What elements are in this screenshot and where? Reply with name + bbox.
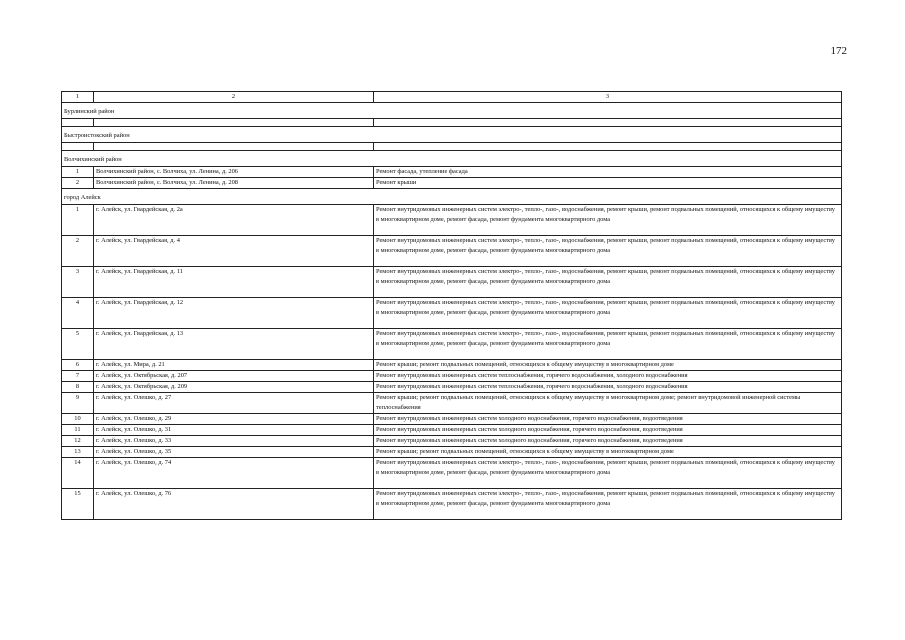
building-address: г. Алейск, ул. Олешко, д. 35 — [94, 447, 374, 458]
table-row — [62, 167, 842, 178]
row-number: 2 — [62, 236, 94, 267]
table-row — [62, 236, 842, 267]
empty-cell — [94, 119, 374, 127]
district-section-row — [62, 103, 842, 119]
row-number: 11 — [62, 425, 94, 436]
empty-row — [62, 143, 842, 151]
building-address: г. Алейск, ул. Олешко, д. 31 — [94, 425, 374, 436]
row-number: 8 — [62, 382, 94, 393]
table-row — [62, 458, 842, 489]
table-row — [62, 447, 842, 458]
building-address: г. Алейск, ул. Гвардейская, д. 13 — [94, 329, 374, 360]
table-row — [62, 329, 842, 360]
repair-works: Ремонт крыши; ремонт подвальных помещений, относящихся к общему имуществу в многоквартирном доме — [374, 360, 842, 371]
row-number: 7 — [62, 371, 94, 382]
repair-works: Ремонт внутридомовых инженерных систем электро-, тепло-, газо-, водоснабжения, ремонт крыши, ремонт подвальных помещений, относящихся к общему имуществу в многоквартирном доме, ремонт фасада, ремонт фундамента многоквартирного дома — [374, 489, 842, 520]
table-row — [62, 425, 842, 436]
building-address: г. Алейск, ул. Олешко, д. 29 — [94, 414, 374, 425]
table-row — [62, 414, 842, 425]
building-address: г. Алейск, ул. Гвардейская, д. 2а — [94, 205, 374, 236]
repair-works: Ремонт внутридомовых инженерных систем электро-, тепло-, газо-, водоснабжения, ремонт крыши, ремонт подвальных помещений, относящихся к общему имуществу в многоквартирном доме, ремонт фасада, ремонт фундамента многоквартирного дома — [374, 329, 842, 360]
repair-works: Ремонт внутридомовых инженерных систем электро-, тепло-, газо-, водоснабжения, ремонт крыши, ремонт подвальных помещений, относящихся к общему имуществу в многоквартирном доме, ремонт фасада, ремонт фундамента многоквартирного дома — [374, 458, 842, 489]
row-number: 3 — [62, 267, 94, 298]
page-number: 172 — [830, 45, 847, 57]
table-row — [62, 393, 842, 414]
repair-works: Ремонт внутридомовых инженерных систем теплоснабжения, горячего водоснабжения, холодного водоснабжения — [374, 382, 842, 393]
building-address: г. Алейск, ул. Октябрьская, д. 209 — [94, 382, 374, 393]
empty-cell — [62, 119, 94, 127]
table-row — [62, 298, 842, 329]
column-number-3: 3 — [374, 92, 842, 103]
repair-works: Ремонт фасада, утепление фасада — [374, 167, 842, 178]
empty-cell — [94, 143, 374, 151]
column-number-2: 2 — [94, 92, 374, 103]
table-row — [62, 371, 842, 382]
repair-works: Ремонт крыши; ремонт подвальных помещений, относящихся к общему имуществу в многоквартирном доме — [374, 447, 842, 458]
district-section-row — [62, 151, 842, 167]
repair-works: Ремонт внутридомовых инженерных систем электро-, тепло-, газо-, водоснабжения, ремонт крыши, ремонт подвальных помещений, относящихся к общему имуществу в многоквартирном доме, ремонт фасада, ремонт фундамента многоквартирного дома — [374, 205, 842, 236]
row-number: 14 — [62, 458, 94, 489]
building-address: г. Алейск, ул. Мира, д. 21 — [94, 360, 374, 371]
table-row — [62, 489, 842, 520]
row-number: 6 — [62, 360, 94, 371]
repair-works: Ремонт внутридомовых инженерных систем холодного водоснабжения, горячего водоснабжения, водоотведения — [374, 425, 842, 436]
row-number: 12 — [62, 436, 94, 447]
table-row — [62, 178, 842, 189]
building-address: г. Алейск, ул. Гвардейская, д. 12 — [94, 298, 374, 329]
column-number-row — [62, 92, 842, 103]
building-address: г. Алейск, ул. Олешко, д. 76 — [94, 489, 374, 520]
row-number: 1 — [62, 167, 94, 178]
repair-program-table — [61, 91, 842, 520]
table-row — [62, 205, 842, 236]
building-address: г. Алейск, ул. Олешко, д. 33 — [94, 436, 374, 447]
building-address: Волчихинский район, с. Волчиха, ул. Ленина, д. 206 — [94, 167, 374, 178]
row-number: 1 — [62, 205, 94, 236]
row-number: 13 — [62, 447, 94, 458]
empty-cell — [374, 143, 842, 151]
repair-works: Ремонт внутридомовых инженерных систем холодного водоснабжения, горячего водоснабжения, водоотведения — [374, 414, 842, 425]
building-address: г. Алейск, ул. Гвардейская, д. 11 — [94, 267, 374, 298]
building-address: г. Алейск, ул. Гвардейская, д. 4 — [94, 236, 374, 267]
district-section-row — [62, 189, 842, 205]
empty-row — [62, 119, 842, 127]
building-address: Волчихинский район, с. Волчиха, ул. Ленина, д. 208 — [94, 178, 374, 189]
building-address: г. Алейск, ул. Октябрьская, д. 207 — [94, 371, 374, 382]
column-number-1: 1 — [62, 92, 94, 103]
district-title: Волчихинский район — [62, 151, 842, 167]
row-number: 2 — [62, 178, 94, 189]
repair-works: Ремонт крыши — [374, 178, 842, 189]
building-address: г. Алейск, ул. Олешко, д. 27 — [94, 393, 374, 414]
table-row — [62, 267, 842, 298]
district-title: Бурлинский район — [62, 103, 842, 119]
empty-cell — [62, 143, 94, 151]
district-section-row — [62, 127, 842, 143]
repair-works: Ремонт внутридомовых инженерных систем холодного водоснабжения, горячего водоснабжения, водоотведения — [374, 436, 842, 447]
repair-works: Ремонт внутридомовых инженерных систем электро-, тепло-, газо-, водоснабжения, ремонт крыши, ремонт подвальных помещений, относящихся к общему имуществу в многоквартирном доме, ремонт фасада, ремонт фундамента многоквартирного дома — [374, 298, 842, 329]
row-number: 4 — [62, 298, 94, 329]
row-number: 15 — [62, 489, 94, 520]
table-row — [62, 436, 842, 447]
empty-cell — [374, 119, 842, 127]
table-row — [62, 360, 842, 371]
repair-works: Ремонт внутридомовых инженерных систем теплоснабжения, горячего водоснабжения, холодного водоснабжения — [374, 371, 842, 382]
row-number: 5 — [62, 329, 94, 360]
table-body — [62, 92, 842, 520]
repair-works: Ремонт внутридомовых инженерных систем электро-, тепло-, газо-, водоснабжения, ремонт крыши, ремонт подвальных помещений, относящихся к общему имуществу в многоквартирном доме, ремонт фасада, ремонт фундамента многоквартирного дома — [374, 267, 842, 298]
district-title: город Алейск — [62, 189, 842, 205]
repair-works: Ремонт крыши; ремонт подвальных помещений, относящихся к общему имуществу в многоквартирном доме; ремонт внутридомовой инженерной системы теплоснабжения — [374, 393, 842, 414]
district-title: Быстроистокский район — [62, 127, 842, 143]
row-number: 9 — [62, 393, 94, 414]
table-row — [62, 382, 842, 393]
repair-works: Ремонт внутридомовых инженерных систем электро-, тепло-, газо-, водоснабжения, ремонт крыши, ремонт подвальных помещений, относящихся к общему имуществу в многоквартирном доме, ремонт фасада, ремонт фундамента многоквартирного дома — [374, 236, 842, 267]
building-address: г. Алейск, ул. Олешко, д. 74 — [94, 458, 374, 489]
row-number: 10 — [62, 414, 94, 425]
